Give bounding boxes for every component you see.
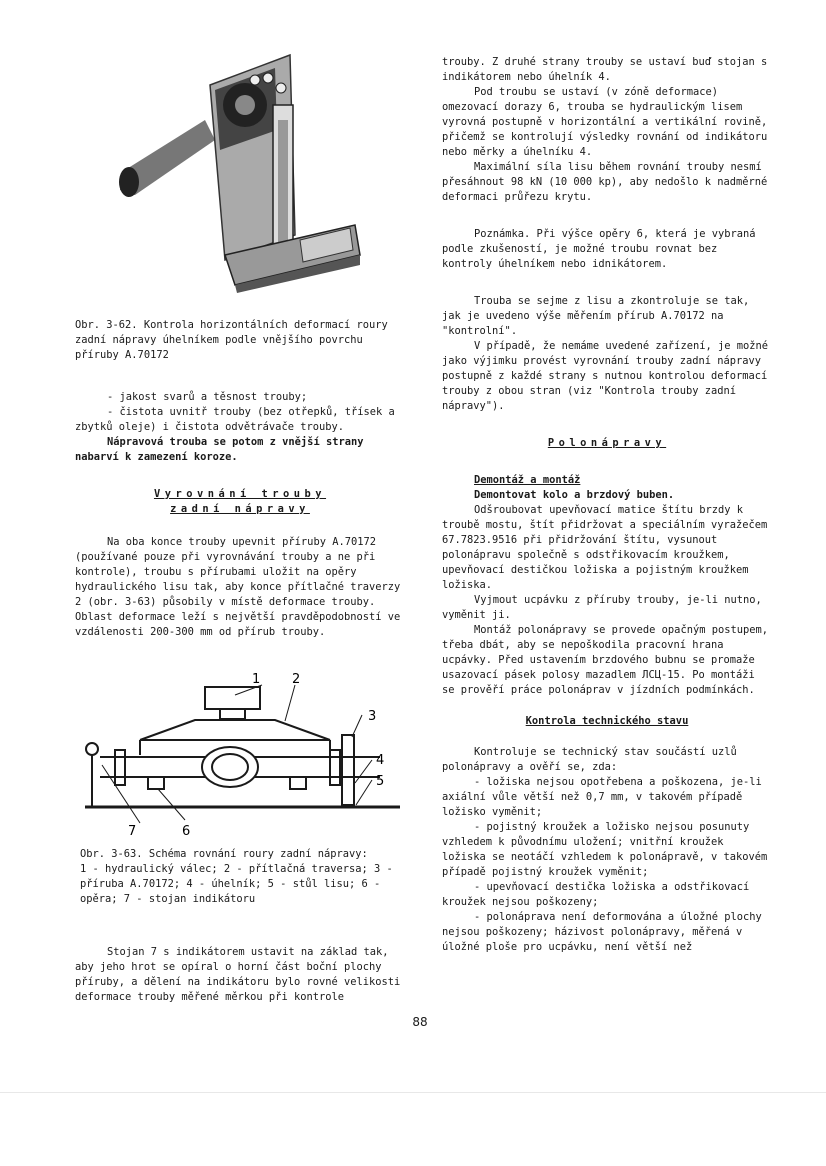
fig63-label-1: 1 <box>252 672 261 687</box>
section-heading-line2: zadní nápravy <box>170 503 310 515</box>
check-plate: - upevňovací destička ložiska a odstřikovací kroužek nejsou poškozeny; <box>442 881 750 908</box>
check-bearings: - ložiska nejsou opotřebena a poškozena, je-li axiální vůle větší než 0,7 mm, v takovém případě ložisko vyměnit; <box>442 776 762 818</box>
figure-3-63-caption-title: Obr. 3-63. Schéma rovnání roury zadní nápravy: <box>80 848 368 860</box>
paragraph-max-force: Maximální síla lisu během rovnání trouby nesmí přesáhnout 98 kN (10 000 kp), aby nedošlo k nadměrné deformaci průřezu krytu. <box>442 161 768 203</box>
check-deformation: - polonáprava není deformována a úložné plochy nejsou poškozeny; házivost polonápravy, měřená v úložné ploše pro ucpávku, není větší než <box>442 911 762 953</box>
figure-3-63-schematic <box>80 665 410 840</box>
alignment-paragraph: Na oba konce trouby upevnit příruby A.70172 (používané pouze při vyrovnávání trouby a ne při kontrole), troubu s přírubami uložit na opěry hydraulického lisu tak, aby konce přítlačné traverzy 2 (obr. 3-63) působily v místě deformace trouby. Oblast deformace leží s největší pravděpodobností ve vzdálenosti 200-300 mm od přírub trouby. <box>75 536 401 638</box>
note-paragraph: Poznámka. Při výšce opěry 6, která je vybraná podle zkušeností, je možné troubu rovnat bez kontroly úhelníkem nebo idnikátorem. <box>442 228 756 270</box>
figure-3-62-caption: Obr. 3-62. Kontrola horizontálních deformací roury zadní nápravy úhelníkem podle vnějšího povrchu příruby A.70172 <box>75 319 388 361</box>
figure-3-62-photo <box>115 50 375 295</box>
check-retaining-ring: - pojistný kroužek a ložisko nejsou posunuty vzhledem k původnímu uložení; vnitřní kroužek ložiska se neotáčí vzhledem k polonápravě, v takovém případě pojistný kroužek vyměnit; <box>442 821 768 878</box>
section-heading-polonapravy: Polonápravy <box>547 437 667 449</box>
bottom-divider <box>0 1092 826 1093</box>
page-number: 88 <box>412 1015 428 1029</box>
fig63-label-6: 6 <box>182 824 191 839</box>
paragraph-stops: Pod troubu se ustaví (v zóně deformace) omezovací dorazy 6, trouba se hydraulickým lisem vyrovná postupně v horizontální a vertikální rovině, přičemž se kontrolují výsledky rovnání od indikátoru nebo měrky a úhelníku 4. <box>442 86 768 158</box>
fig63-label-2: 2 <box>292 672 301 687</box>
paragraph-removal: Trouba se sejme z lisu a zkontroluje se tak, jak je uvedeno výše měřením přírub A.70172 na "kontrolní". <box>442 295 750 337</box>
fig63-label-3: 3 <box>368 709 377 724</box>
step-unscrew: Odšroubovat upevňovací matice štítu brzdy k troubě mostu, štít přidržovat a speciálním vyražečem 67.7823.9516 při přidržování štítu, vysunout polonápravu společně s odstřikovacím kroužkem, upevňovací destičkou ložiska a pojistným kroužkem ložiska. <box>442 504 768 591</box>
step-remove-wheel: Demontovat kolo a brzdový buben. <box>474 489 675 501</box>
stand-paragraph: Stojan 7 s indikátorem ustavit na základ tak, aby jeho hrot se opíral o horní část boční plochy příruby, a dělení na indikátoru bylo rovné velikosti deformace trouby měřené měrkou při kontrole <box>75 946 401 1003</box>
paint-paragraph: Nápravová trouba se potom z vnější strany nabarví k zamezení koroze. <box>75 436 364 463</box>
left-column <box>75 390 405 640</box>
step-seal: Vyjmout ucpávku z příruby trouby, je-li nutno, vyměnit ji. <box>442 594 762 621</box>
fig63-label-7: 7 <box>128 824 137 839</box>
check-item-cleanliness: - čistota uvnitř trouby (bez otřepků, třísek a zbytků oleje) i čistota odvětrávače trouby. <box>75 406 395 433</box>
figure-3-63-caption-legend: 1 - hydraulický válec; 2 - přítlačná traversa; 3 - příruba A.70172; 4 - úhelník; 5 - stůl lisu; 6 - opěra; 7 - stojan indikátoru <box>80 863 393 905</box>
fig63-label-4: 4 <box>376 753 385 768</box>
step-assembly: Montáž polonápravy se provede opačným postupem, třeba dbát, aby se nepoškodila pracovní hrana ucpávky. Před ustavením brzdového bubnu se promaže usazovací pásek polosy mazadlem ЛСЦ-15. Po montáži se prověří práce polonáprav v jízdních podmínkách. <box>442 624 769 696</box>
check-intro: Kontroluje se technický stav součástí uzlů polonápravy a ověří se, zda: <box>442 746 737 773</box>
figure-3-63-caption <box>80 847 410 907</box>
fig63-label-5: 5 <box>376 774 385 789</box>
subheading-demontaz: Demontáž a montáž <box>474 474 581 486</box>
subheading-kontrola: Kontrola technického stavu <box>525 715 689 727</box>
paragraph-continuation: trouby. Z druhé strany trouby se ustaví buď stojan s indikátorem nebo úhelník 4. <box>442 56 768 83</box>
right-column <box>442 55 772 955</box>
paragraph-alternative: V případě, že nemáme uvedené zařízení, je možné jako výjimku provést vyrovnání trouby zadní nápravy postupně z každé strany s nutnou kontrolou deformací trouby z obou stran (viz "Kontrola trouby zadní nápravy"). <box>442 340 769 412</box>
check-item-welds: - jakost svarů a těsnost trouby; <box>107 391 308 403</box>
left-column-bottom <box>75 945 405 1005</box>
section-heading-line1: Vyrovnání trouby <box>153 488 327 500</box>
